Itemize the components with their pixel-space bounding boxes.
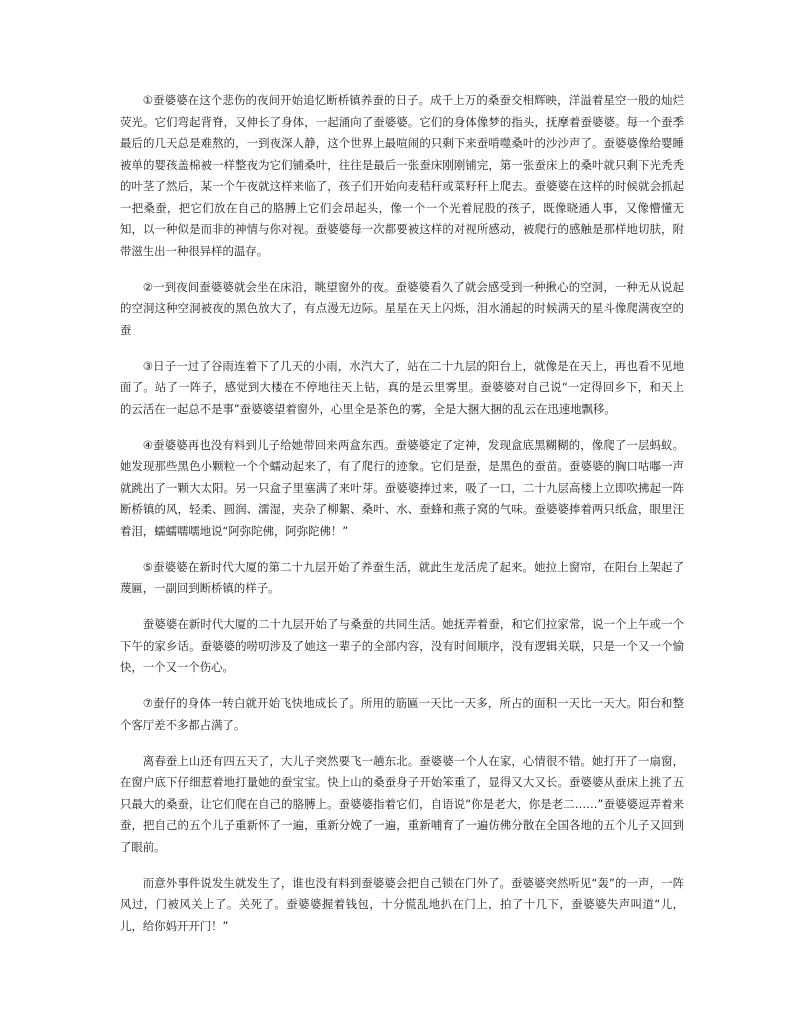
paragraph-1: ①蚕婆婆在这个悲伤的夜间开始追忆断桥镇养蚕的日子。成千上万的桑蚕交相辉映，洋溢着星空一般的灿烂荧光。它们弯起背脊，又伸长了身体，一起涌向了蚕婆婆。它们的身体像梦的指头，抚摩着蚕婆婆。每一个蚕季最后的几天总是难熬的，一到夜深人静，这个世界上最喧闹的只剩下来蚕啃噬桑叶的沙沙声了。蚕婆婆像给婴睡被单的婴孩盖棉被一样整夜为它们铺桑叶，往往是最后一张蚕床刚刚铺完，第一张蚕床上的桑叶就只剩下光秃秃的叶茎了然后，某一个午夜就这样来临了，孩子们开始向麦秸秆或菜籽秆上爬去。蚕婆婆在这样的时候就会抓起一把桑蚕，把它们放在自己的胳膊上它们会昂起头，像一个一个光着屁股的孩子，既像晓通人事，又像懵懂无知，以一种似是而非的神情与你对视。蚕婆婆每一次都要被这样的对视所感动，被爬行的感触是那样地切肤，附带滋生出一种很异样的温存。 [120,93,684,258]
paragraph-7: ⑦蚕仔的身体一转白就开始飞快地成长了。所用的筋匾一天比一天多，所占的面积一天比一天大。阳台和整个客厅差不多都占满了。 [120,696,684,732]
paragraph-9: 而意外事件说发生就发生了，谁也没有料到蚕婆婆会把自己锁在门外了。蚕婆婆突然听见“轰”的一声，一阵风过，门被风关上了。关死了。蚕婆婆握着钱包，十分慌乱地扒在门上，拍了十几下，蚕婆婆失声叫道“儿，儿，给你妈开开门！” [120,875,684,933]
document-body [120,90,684,952]
paragraph-6: 蚕婆婆在新时代大厦的二十九层开始了与桑蚕的共同生活。她抚弄着蚕，和它们拉家常，说一个上午或一个下午的家乡话。蚕婆婆的唠叨涉及了她这一辈子的全部内容，没有时间顺序，没有逻辑关联，只是一个又一个愉快，一个又一个伤心。 [120,617,684,674]
paragraph-3: ③日子一过了谷雨连着下了几天的小雨，水汽大了，站在二十九层的阳台上，就像是在天上，再也看不见地面了。站了一阵子，感觉到大楼在不停地往天上钻，真的是云里雾里。蚕婆婆对自己说“一定得回乡下，和天上的云活在一起总不是事”蚕婆婆望着窗外，心里全是茶色的雾，全是大捆大捆的乱云在迅速地飘移。 [120,358,684,416]
paragraph-8: 离春蚕上山还有四五天了，大儿子突然要飞一趟东北。蚕婆婆一个人在家，心情很不错。她打开了一扇窗，在窗户底下仔细惹着地打量她的蚕宝宝。快上山的桑蚕身子开始笨重了，显得又大又长。蚕婆婆从蚕床上挑了五只最大的桑蚕，让它们爬在自己的胳膊上。蚕婆婆指着它们，自语说“你是老大，你是老二……”蚕婆婆逗弄着来蚕，把自己的五个儿子重新怀了一遍，重新分娩了一遍，重新哺育了一遍仿佛分散在全国各地的五个儿子又回到了眼前。 [120,753,684,854]
paragraph-2: ②一到夜间蚕婆婆就会坐在床沿，眺望窗外的夜。蚕婆婆看久了就会感受到一种揪心的空洞，一种无从说起的空洞这种空洞被夜的黑色放大了，有点漫无边际。星星在天上闪烁，泪水涌起的时候满天的星斗像爬满夜空的蚕 [120,279,684,337]
paragraph-5: ⑤蚕婆婆在新时代大厦的第二十九层开始了养蚕生活，就此生龙活虎了起来。她拉上窗帘，在阳台上架起了蔑匾，一副回到断桥镇的样子。 [120,559,684,595]
paragraph-4: ④蚕婆婆再也没有料到儿子给她带回来两盒东西。蚕婆婆定了定神，发现盒底黑糊糊的，像爬了一层蚂蚁。她发现那些黑色小颗粒一个个蠕动起来了，有了爬行的迹象。它们是蚕，是黑色的蚕苗。蚕婆婆的胸口咕嘟一声就跳出了一颗大太阳。另一只盒子里塞满了来叶芽。蚕婆婆捧过来，吸了一口，二十九层高楼上立即吹拂起一阵断桥镇的风，轻柔、圆润、濡湿，夹杂了柳絮、桑叶、水、蚕蜂和燕子窝的气味。蚕婆婆捧着两只纸盒，眼里汪着泪，蠕蠕嚅嚅地说“阿弥陀佛，阿弥陀佛！” [120,437,684,538]
